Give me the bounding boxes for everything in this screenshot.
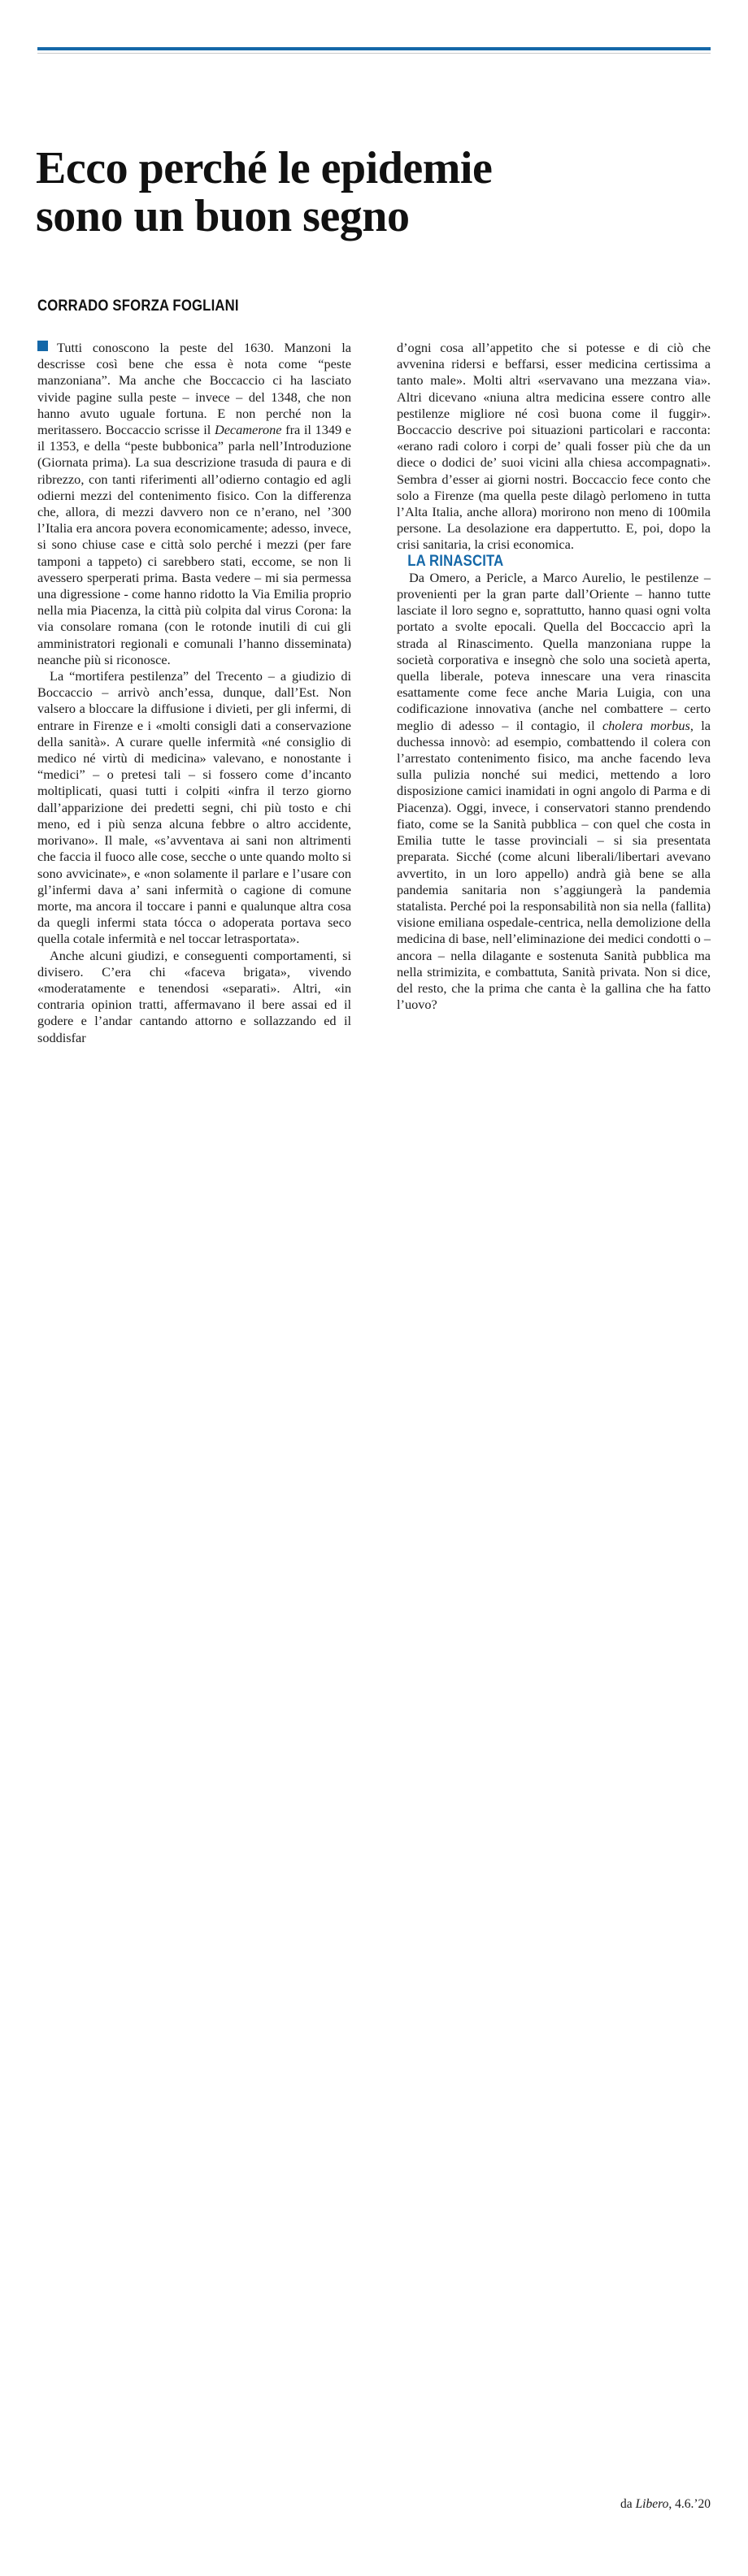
credit-suffix: , 4.6.’20: [668, 2497, 711, 2511]
paragraph-4: d’ogni cosa all’appetito che si potesse e di ciò che avvenina ridersi e beffarsi, esser medicina certissima a tanto male». Molti altri «servavano una mezzana via». Altri dicevano «niuna altra medicina essere contro alle pestilenze migliore né così buona come il fuggir». Boccaccio descrive poi situazioni particolari e racconta: «erano radi coloro i corpi de’ quali fosser più che da un diece o dodici de’ suoi vicini alla chiesa accompagnati». Sembra d’esser ai giorni nostri. Boccaccio fece conto che solo a Firenze (ma quella peste dilagò perlomeno in tutta l’Alta Italia, anche allora) morirono non meno di 100mila persone. La desolazione era dappertutto. E, poi, dopo la crisi sanitaria, la crisi economica.: [397, 340, 711, 553]
source-credit: [620, 2497, 711, 2512]
paragraph-1-part-b: fra il 1349 e il 1353, e della “peste bubbonica” parla nell’Introduzione (Giornata prima). La sua descrizione trasuda di paura e di ribrezzo, con tanti riferimenti all’odierno contagio ed agli odierni mezzi del contenimento fisico. Con la differenza che, allora, di mezzi davvero non ce n’erano, nel ’300 l’Italia era ancora povera economicamente; adesso, invece, si sono chiuse case e città solo perché i mezzi (per fare tamponi a tappeto) ci sarebbero stati, eccome, se non li avessero sperperati prima. Basta vedere – mi sia permessa una digressione - come hanno ridotto la Via Emilia proprio nella mia Piacenza, la città più colpita dal virus Corona: la via consolare romana (con le rotonde inutili di cui gli amministratori regionali e comunali l’hanno disseminata) neanche più si riconosce.: [37, 422, 351, 667]
byline-author: CORRADO SFORZA FOGLIANI: [37, 298, 239, 315]
top-rules: [37, 47, 711, 54]
paragraph-3: Anche alcuni giudizi, e conseguenti comportamenti, si divisero. C’era chi «faceva brigata», vivendo «moderatamente e tenendosi «separati». Altri, «in contraria opinion tratti, affermavano il bere assai ed il godere e l’andar cantando attorno e sollazzando ed il soddisfar: [37, 947, 351, 1045]
term-cholera-morbus: cholera morbus: [602, 717, 690, 733]
section-heading-la-rinascita: LA RINASCITA: [407, 552, 504, 570]
credit-source-name: Libero: [635, 2497, 669, 2511]
gray-rule: [37, 53, 711, 54]
article-columns: [37, 340, 711, 2461]
page-title: [36, 142, 719, 242]
column-right: [397, 340, 711, 1013]
credit-prefix: da: [620, 2497, 636, 2511]
paragraph-5-part-b: , la duchessa innovò: ad esempio, combattendo il colera con l’arrestato contenimento fisico, ma anche facendo leva sulla pulizia nonché sui medici, mettendo a loro disposizione camici inamidati in ogni angolo di Parma e di Piacenza). Oggi, invece, i conservatori stanno prendendo fiato, come se la Sanità pubblica – con quel che costa in Emilia tutte le tasse provinciali – si sia presentata preparata. Sicché (come alcuni liberali/libertari avevano avvertito, in un loro appello) andrà già bene se alla pandemia sanitaria non s’aggiungerà la pandemia statalista. Perché poi la responsabilità non sia nella (fallita) visione emiliana ospedale-centrica, nella demolizione della medicina di base, nell’eliminazione dei medici condotti o – ancora – nella dilagante e sostenuta Sanità pubblica ma nella strimizita, e combattuta, Sanità privata. Non si dice, del resto, che la prima che canta è la gallina che ha fatto l’uovo?: [397, 717, 711, 1013]
paragraph-1-part-a: Tutti conoscono la peste del 1630. Manzoni la descrisse così bene che essa è nota come “peste manzoniana”. Ma anche che Boccaccio ci ha lasciato vivide pagine sulla peste – invece – del 1348, che non hanno avuto uguale fortuna. E non perché non la meritassero. Boccaccio scrisse il: [37, 340, 351, 438]
headline-line-2: sono un buon segno: [36, 191, 410, 242]
paragraph-2: La “mortifera pestilenza” del Trecento – a giudizio di Boccaccio – arrivò anch’essa, dunque, dall’Est. Non valsero a bloccare la diffusione i divieti, per gli infermi, di entrare in Firenze e i «molti consigli dati a conservazione della sanità». A curare quelle infermità «né consiglio di medico né virtù di medicina» valevano, e nonostante i “medici” – o pretesi tali – si fossero come d’incanto moltiplicati, quasi tutti i colpiti «infra il terzo giorno dall’apparizione dei predetti segni, chi più tosto e chi meno, ed i più senza alcuna febbre o altro accidente, morivano». Il male, «s’avventava ai sani non altrimenti che faccia il fuoco alle cose, secche o unte quando molto si sono avvicinate», e «non solamente il parlare e l’usare con gl’infermi dava a’ sani infermità o cagione di comune morte, ma ancora il toccare i panni e qualunque altra cosa da quegli infermi stata tócca o adoperata portava seco quella cotale infermità e nel toccar letrasportata».: [37, 668, 351, 947]
column-left: [37, 340, 351, 1046]
headline-line-1: Ecco perché le epidemie: [36, 142, 493, 193]
paragraph-5-part-a: Da Omero, a Pericle, a Marco Aurelio, le pestilenze – provenienti per la gran parte dall’Oriente – hanno tutte lasciate il loro segno e, soprattutto, hanno quasi ogni volta portato a svolte epocali. Quella del Boccaccio aprì la strada al Rinascimento. Quella manzoniana ruppe la società corporativa e insegnò che solo una società aperta, quella liberale, poteva innescare una vera rinascita esattamente come fece anche Maria Luigia, con una codificazione innovativa (anche nel combattere – certo meglio di adesso – il contagio, il: [397, 569, 711, 733]
title-decamerone: Decamerone: [214, 422, 282, 438]
blue-square-bullet-icon: [37, 341, 48, 351]
paragraph-5: [397, 570, 711, 1013]
paragraph-1: [37, 340, 351, 668]
